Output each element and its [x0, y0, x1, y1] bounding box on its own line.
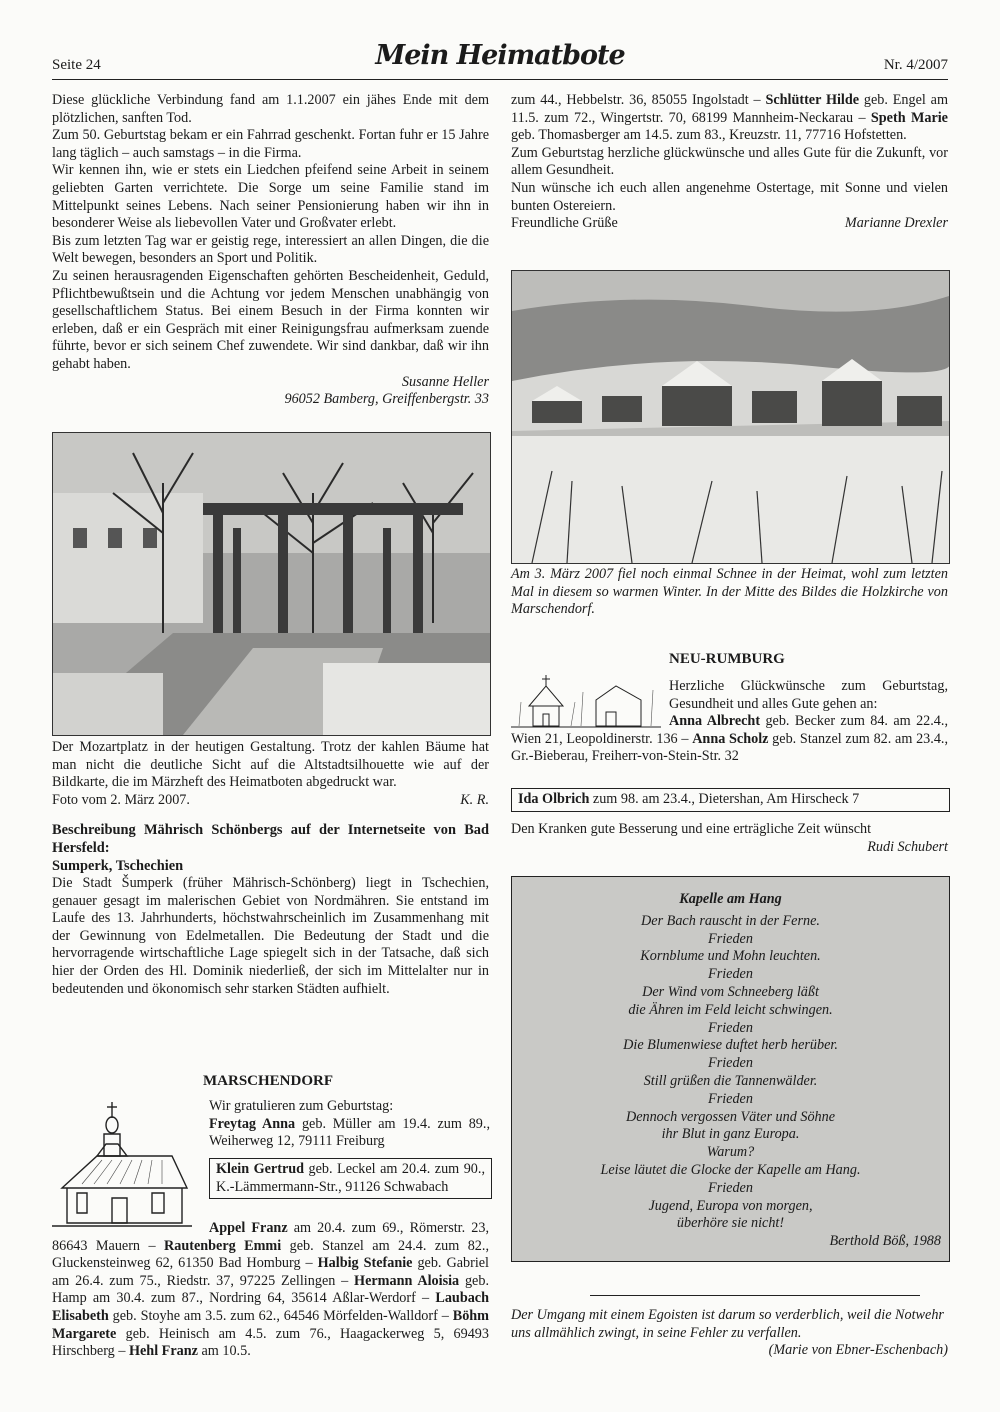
entry-details: geb. Becker zum 84. am 22.4., Wien 21, Leopoldinerstr. 136 –	[511, 713, 948, 747]
marschendorf-intro: Wir gratulieren zum Geburtstag:	[209, 1098, 394, 1114]
poem-line: Die Blumenwiese duftet herb herüber.	[623, 1037, 838, 1054]
neu-rumburg-heading: NEU-RUMBURG	[669, 651, 785, 667]
person-name: Schlütter Hilde	[765, 92, 860, 108]
snow-village-photo	[511, 270, 950, 564]
person-name: Hehl Franz	[128, 1343, 198, 1360]
person-name: Anna Albrecht	[669, 713, 761, 729]
entry-details: geb. Stanzel am 24.4. zum 82., Gluckensteinweg 62, 61350 Bad Homburg –	[52, 1237, 489, 1272]
obituary-text	[52, 92, 489, 409]
entry-details: geb. Stoyhe am 3.5. zum 62., 64546 Mörfelden-Walldorf –	[108, 1307, 453, 1324]
entry-details: am 20.4. zum 69., Römerstr. 23, 86643 Mauern –	[52, 1220, 489, 1254]
poem-line: Still grüßen die Tannenwälder.	[643, 1072, 818, 1089]
poem-author: Berthold Böß, 1988	[829, 1233, 941, 1250]
article-body: Die Stadt Šumperk (früher Mährisch-Schönberg) liegt in Tschechien, genauer gesagt im malerischen Gebiet von Nordmähren. Sie entstand im Laufe des 13. Jahrhunderts, höchstwahrscheinlich im Zusammenhang mit der Gewinnung von Edelmetallen. Die Bedeutung der Stadt und die hervorragende wirtschaftliche Lage spiegelt sich in der Tatsache, daß sich hier der Orden des Hl. Dominik niederließ, der sich im Mittelalter nur in bedeutenden und ökonomisch sehr starken Städten aufhielt.	[52, 875, 489, 997]
poem-line: Leise läutet die Glocke der Kapelle am Hang.	[600, 1161, 861, 1178]
person-name: Halbig Stefanie	[317, 1255, 413, 1272]
person-name: Ida Olbrich	[518, 791, 590, 807]
paragraph: Bis zum letzten Tag war er geistig rege, interessiert an allen Dingen, die die Welt bewegen, besonders an Sport und Politik.	[52, 232, 489, 267]
quote-author: (Marie von Ebner-Eschenbach)	[768, 1342, 948, 1359]
snow-caption: Am 3. März 2007 fiel noch einmal Schnee in der Heimat, wohl zum letzten Mal in diesem so warmen Winter. In der Mitte des Bildes die Holzkirche von Marschendorf.	[511, 566, 948, 618]
highlight-box-klein	[209, 1158, 492, 1199]
masthead-title: Mein Heimatbote	[375, 40, 625, 71]
photo-initials: K. R.	[460, 791, 489, 808]
quote-block	[511, 1307, 948, 1360]
photo-date: Foto vom 2. März 2007.	[52, 791, 190, 808]
entry-details: geb. Müller am 19.4. zum 89., Weiherweg 12, 79111 Freiburg	[209, 1115, 490, 1150]
neu-rumburg-intro: Herzliche Glückwünsche zum Geburtstag, Gesundheit und alles Gute gehen an:	[669, 678, 948, 712]
author-address: 96052 Bamberg, Greiffenbergstr. 33	[284, 391, 489, 408]
article-subtitle: Sumperk, Tschechien	[52, 858, 184, 874]
poem-line: Frieden	[708, 1090, 753, 1107]
poem-line: Der Wind vom Schneeberg läßt	[642, 983, 819, 1000]
entry-details: geb. Heinisch am 4.5. zum 76., Haagackerweg 5, 69493 Hirschberg –	[52, 1325, 489, 1360]
person-name: Hermann Aloisia	[354, 1272, 460, 1289]
poem-line: Frieden	[708, 1179, 753, 1196]
birthday-wishes: Zum Geburtstag herzliche glückwünsche und alles Gute für die Zukunft, vor allem Gesundheit.	[511, 144, 948, 179]
poem-line: ihr Blut in ganz Europa.	[661, 1126, 800, 1143]
quote-text: Der Umgang mit einem Egoisten ist darum so verderblich, weil die Notwehr uns allmählich zwingt, in seine Fehler zu verfallen.	[511, 1307, 944, 1341]
entry-details: geb. Engel am 11.5. zum 72., Wingertstr. 70, 68199 Mannheim-Neckarau –	[511, 92, 949, 126]
sumperk-article	[52, 821, 489, 998]
entry-details: zum 98. am 23.4., Dietershan, Am Hirscheck 7	[589, 791, 860, 807]
birthday-entry	[209, 1116, 490, 1151]
poem-line: Frieden	[708, 930, 753, 947]
right-top-text	[511, 92, 948, 233]
poem-line: Kornblume und Mohn leuchten.	[640, 948, 821, 965]
page-number: Seite 24	[52, 57, 101, 73]
paragraph: Diese glückliche Verbindung fand am 1.1.2007 ein jähes Ende mit dem plötzlichen, sanften Tod.	[52, 92, 489, 126]
person-name: Speth Marie	[870, 109, 948, 126]
person-name: Appel Franz	[209, 1220, 288, 1236]
mozartplatz-photo	[52, 432, 491, 736]
person-name: Böhm Margarete	[52, 1307, 489, 1342]
highlight-box-olbrich	[511, 788, 950, 812]
marschendorf-intro-block	[209, 1098, 490, 1151]
mozartplatz-caption	[52, 739, 489, 809]
poem-box	[511, 876, 950, 1262]
entry-details: am 10.5.	[197, 1343, 251, 1360]
poem-line: Warum?	[706, 1144, 755, 1161]
greeting: Freundliche Grüße	[511, 215, 618, 232]
poem-line: die Ähren im Feld leicht schwingen.	[628, 1001, 833, 1018]
poem-line: Dennoch vergossen Väter und Söhne	[625, 1108, 836, 1125]
neu-rumburg-closing	[511, 821, 948, 856]
entry-details: geb. Hamp am 30.4. zum 87., Nordring 64, 35614 Aßlar-Werdorf –	[52, 1272, 489, 1307]
poem-line: Frieden	[708, 1019, 753, 1036]
person-name: Laubach Elisabeth	[52, 1290, 489, 1324]
paragraph: Wir kennen ihn, wie er stets ein Liedchen pfeifend seine Arbeit in seinem geliebten Garten verrichtete. Die Sorge um seine Familie stand im Mittelpunkt seines Lebens. Nach seiner Pensionierung haben wir ihn in besonderer Weise als liebevollen Vater und Großvater erlebt.	[52, 162, 489, 232]
church-drawing	[52, 1098, 192, 1233]
poem-line: Jugend, Europa von morgen,	[648, 1197, 813, 1214]
paragraph: Zum 50. Geburtstag bekam er ein Fahrrad geschenkt. Fortan fuhr er 15 Jahre lang täglich – auch samstags – in die Firma.	[52, 127, 489, 161]
entry-details: geb. Gabriel am 26.4. zum 75., Riedstr. 37, 97225 Zellingen –	[52, 1255, 489, 1289]
snow-village-illustration	[512, 271, 949, 563]
article-title: Beschreibung Mährisch Schönbergs auf der Internetseite von Bad Hersfeld:	[52, 822, 489, 856]
person-name: Freytag Anna	[209, 1115, 296, 1132]
poem-line: Frieden	[708, 1055, 753, 1072]
entry-details: geb. Stanzel zum 82. am 23.4., Gr.-Bieberau, Freiherr-von-Stein-Str. 32	[511, 730, 949, 765]
author-signature: Susanne Heller	[401, 373, 489, 390]
author-signature: Marianne Drexler	[844, 215, 948, 232]
issue-number: Nr. 4/2007	[883, 57, 948, 73]
person-name: Rautenberg Emmi	[163, 1237, 282, 1254]
person-name: Anna Scholz	[692, 730, 769, 747]
sick-wishes: Den Kranken gute Besserung und eine erträgliche Zeit wünscht	[511, 821, 872, 837]
entry-details: zum 44., Hebbelstr. 36, 85055 Ingolstadt –	[511, 92, 766, 108]
neu-rumburg-list	[511, 713, 948, 766]
poem-line: Der Bach rauscht in der Ferne.	[641, 912, 820, 929]
entry-details: geb. Thomasberger am 14.5. zum 83., Kreuzstr. 11, 77716 Hofstetten.	[511, 127, 907, 144]
mozartplatz-photo-illustration	[53, 433, 490, 735]
marschendorf-list	[52, 1220, 489, 1361]
easter-wishes: Nun wünsche ich euch allen angenehme Ostertage, mit Sonne und vielen bunten Ostereiern.	[511, 179, 948, 214]
poem-line: Frieden	[708, 966, 753, 983]
poem-line: überhöre sie nicht!	[676, 1215, 785, 1232]
marschendorf-heading: MARSCHENDORF	[203, 1073, 333, 1089]
entry-details: geb. Leckel am 20.4. zum 90., K.-Lämmermann-Str., 91126 Schwabach	[216, 1161, 485, 1195]
person-name: Klein Gertrud	[216, 1161, 305, 1177]
header-rule	[52, 79, 948, 80]
paragraph: Zu seinen herausragenden Eigenschaften gehörten Bescheidenheit, Geduld, Pflichtbewußtsein und die Achtung vor jedem Menschen unabhängig von gesellschaftlichem Status. Bei einem Besuch in der Firma konnten wir erleben, daß er ein Gespräch mit einer Reinigungsfrau aufmerksam zuende führte, bevor er sich seinem Chef zuwendete. Wir sind dankbar, daß wir ihn gehabt haben.	[52, 267, 489, 372]
author-signature: Rudi Schubert	[867, 838, 948, 855]
poem-title: Kapelle am Hang	[679, 891, 782, 907]
marschendorf-church-drawing	[52, 1098, 192, 1233]
caption-text: Der Mozartplatz in der heutigen Gestaltung. Trotz der kahlen Bäume hat man nicht die deutliche Sicht auf die Altstadtsilhouette wie auf der Bildkarte, die im Märzheft des Heimatboten abgedruckt war.	[52, 739, 489, 791]
quote-divider	[590, 1295, 920, 1296]
